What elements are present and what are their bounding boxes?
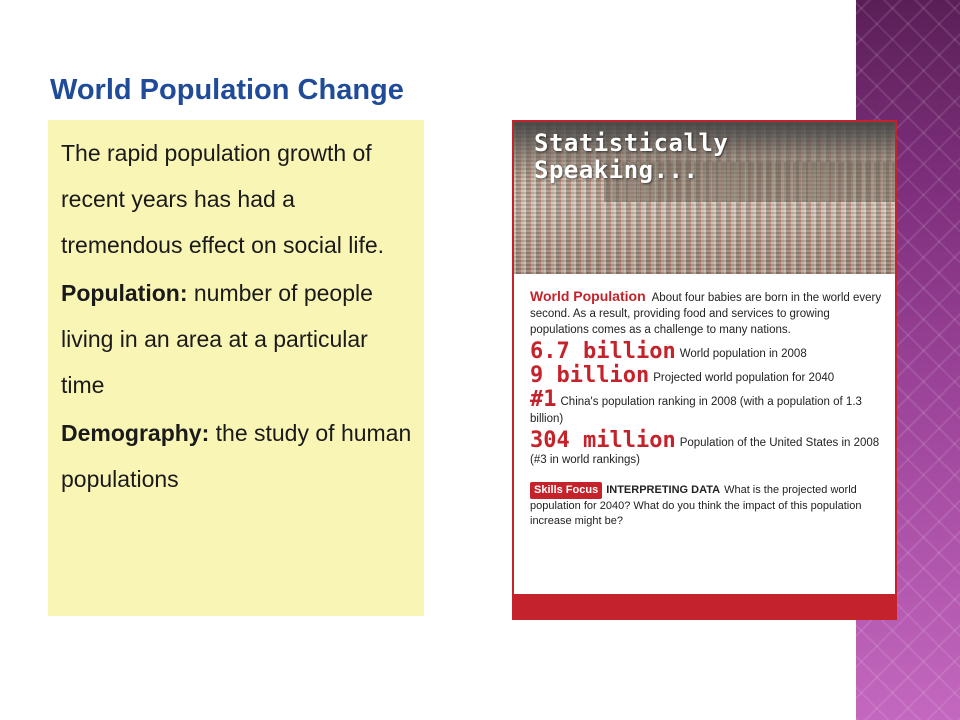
definition-text: number of people living in an area at a particular time [61, 280, 373, 398]
definition-text: the study of human populations [61, 420, 412, 492]
skills-focus-badge: Skills Focus [530, 482, 602, 499]
skills-text: What is the projected world population for 2040? What do you think the impact of this population increase might be? [530, 484, 862, 527]
infographic-title-line2: Speaking... [534, 156, 699, 184]
section-text: About four babies are born in the world every second. As a result, providing food and services to growing populations comes as a challenge to many nations. [530, 292, 882, 336]
intro-paragraph: The rapid population growth of recent years has had a tremendous effect on social life. [61, 140, 385, 258]
stat-label: China's population ranking in 2008 (with a population of 1.3 billion) [530, 396, 862, 425]
stat-value: 304 million [530, 428, 676, 453]
stat-item [530, 428, 890, 468]
stat-label: Projected world population for 2040 [653, 372, 835, 384]
skills-heading: INTERPRETING DATA [606, 484, 721, 496]
slide-title: World Population Change [50, 74, 404, 106]
world-population-section [530, 288, 890, 338]
stat-value: 6.7 billion [530, 339, 676, 364]
definition-population [61, 270, 414, 408]
stat-item [530, 387, 890, 427]
stat-label: Population of the United States in 2008 (#3 in world rankings) [530, 437, 880, 466]
definition-term: Population: [61, 280, 188, 306]
infographic-title [534, 130, 728, 184]
stat-label: World population in 2008 [679, 348, 807, 360]
infographic-image [512, 120, 897, 620]
stat-value: #1 [530, 387, 557, 412]
infographic-title-line1: Statistically [534, 129, 729, 157]
stat-value: 9 billion [530, 363, 650, 388]
section-heading: World Population [530, 288, 646, 304]
definition-term: Demography: [61, 420, 210, 446]
crowd-photo [514, 122, 897, 274]
text-box [48, 120, 424, 616]
infographic-footer-bar [514, 594, 897, 618]
stat-item [530, 363, 890, 388]
stat-item [530, 339, 890, 364]
definition-demography [61, 410, 414, 502]
infographic-body [530, 288, 890, 529]
skills-focus [530, 482, 890, 529]
